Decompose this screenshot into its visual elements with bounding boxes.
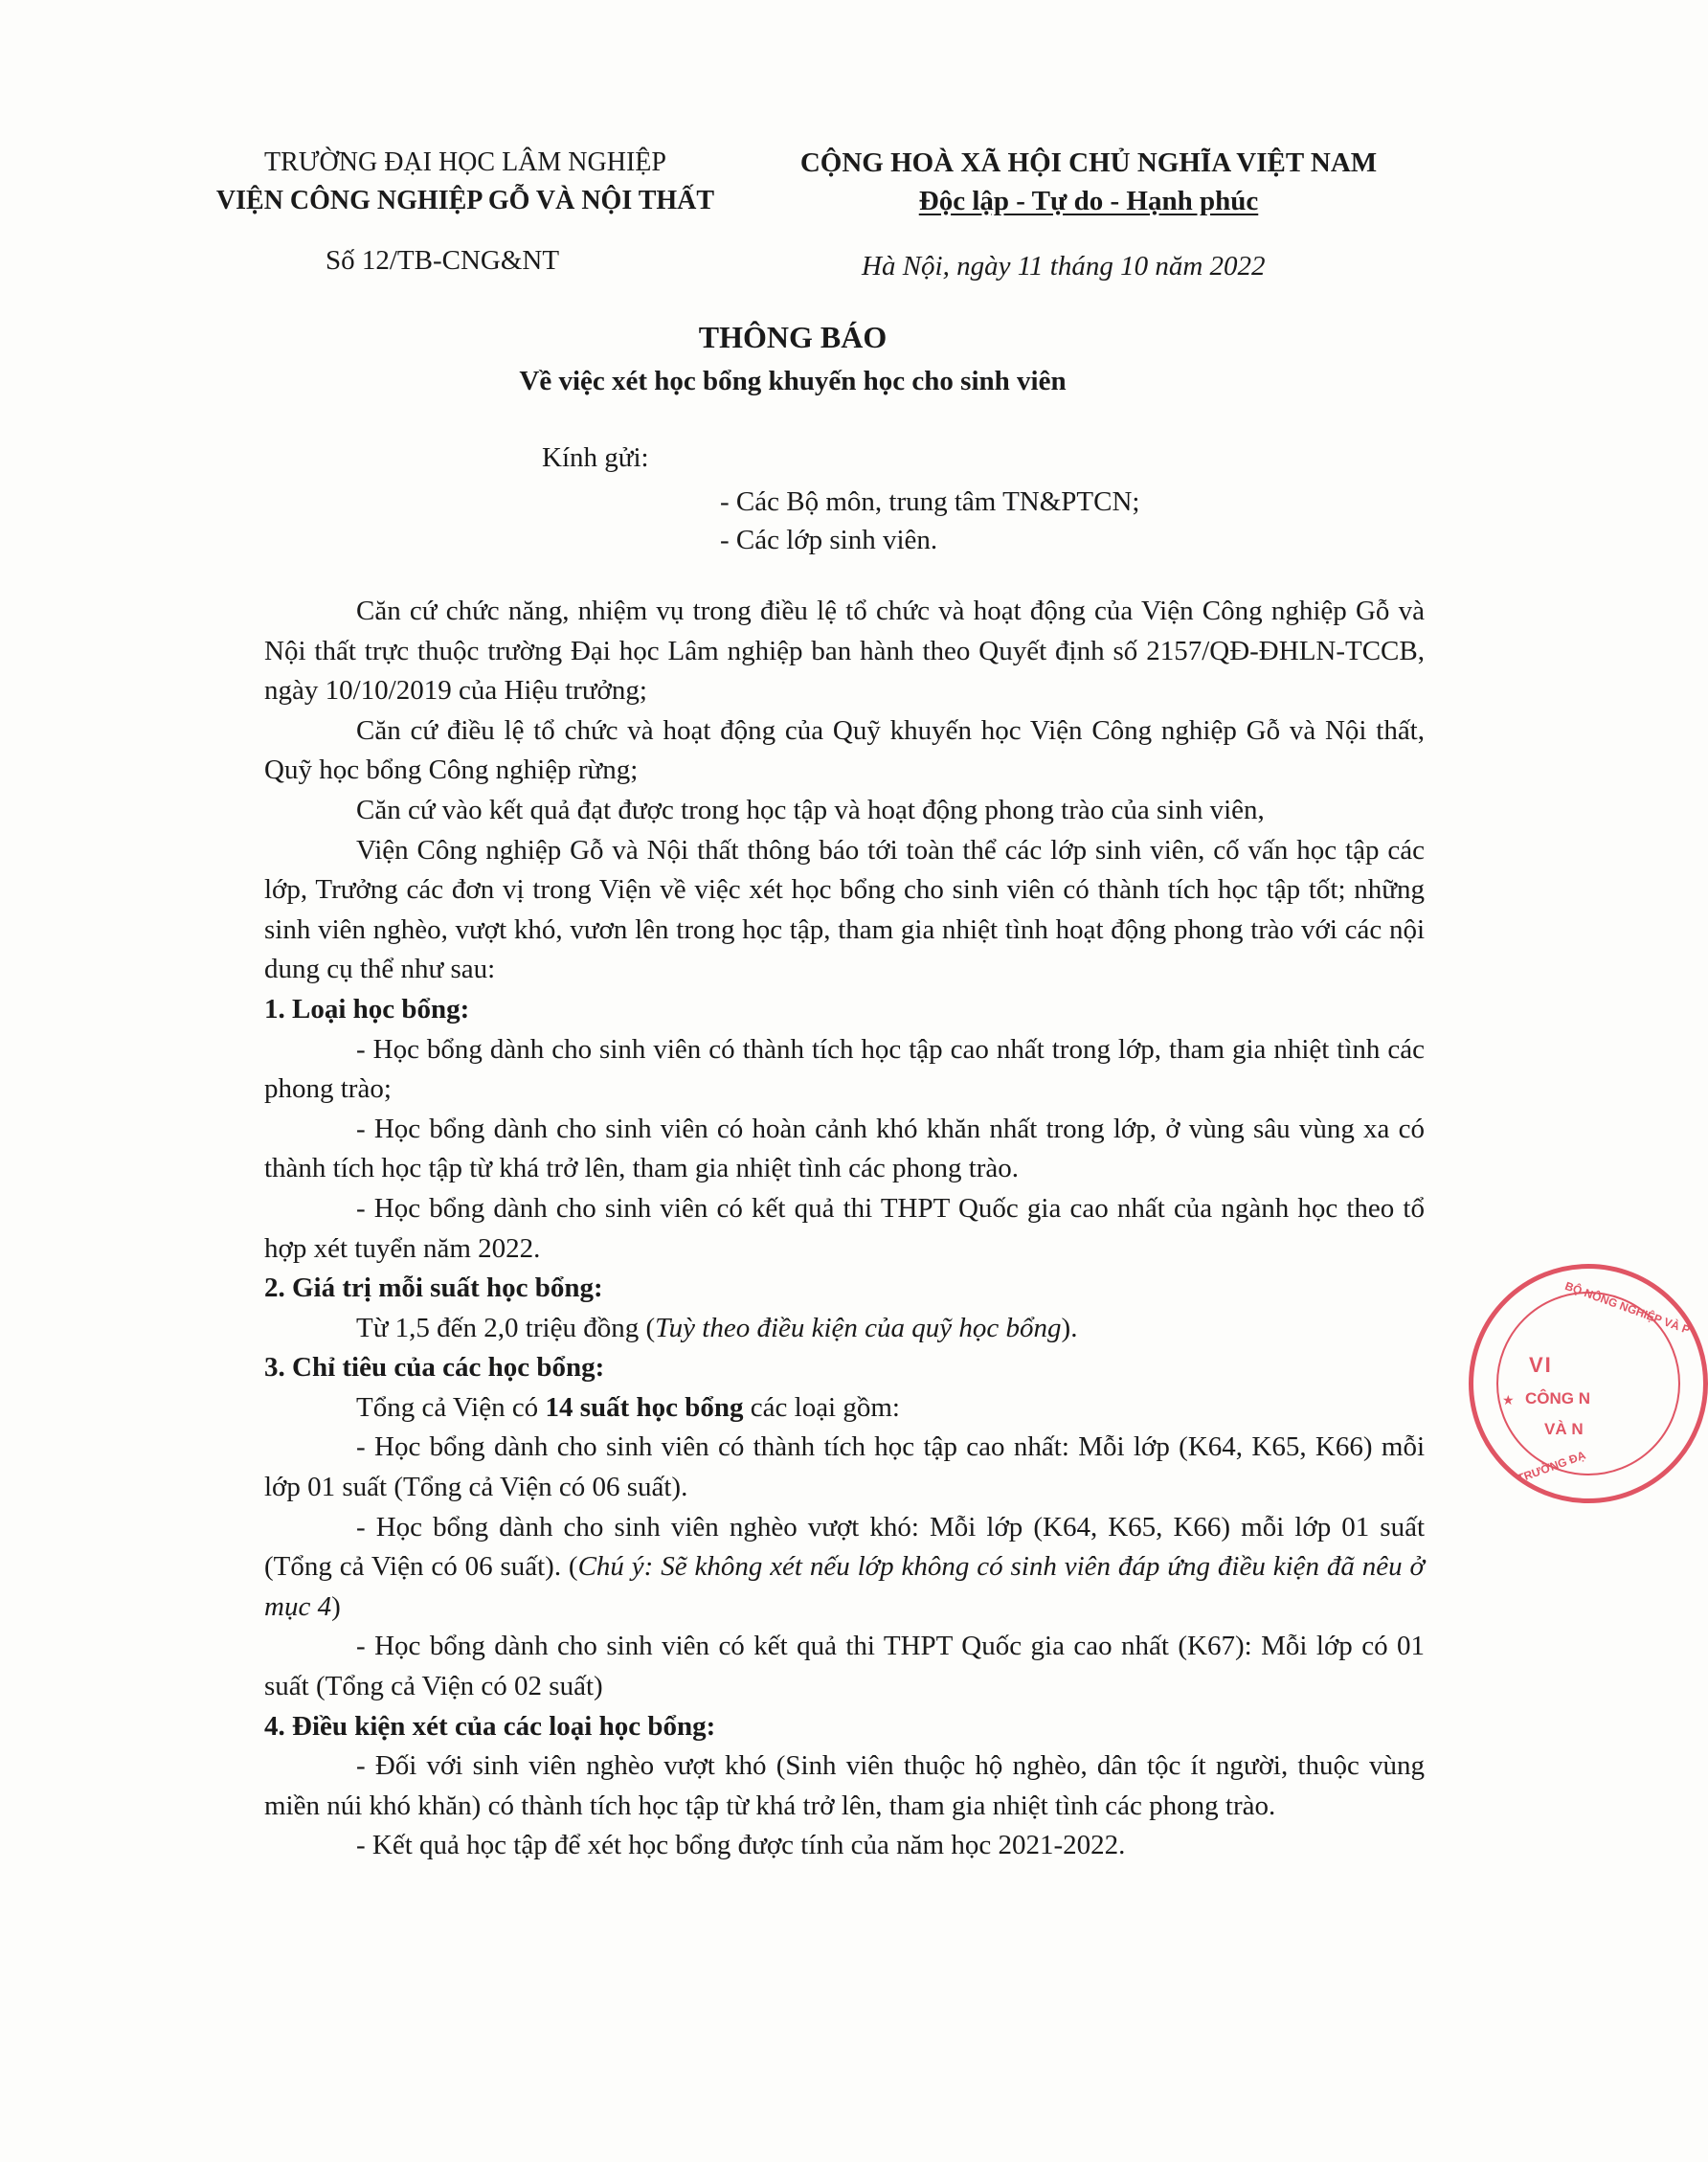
- national-header: [777, 144, 1400, 220]
- motto: Độc lập - Tự do - Hạnh phúc: [918, 186, 1259, 216]
- document-subtitle: Về việc xét học bổng khuyến học cho sinh viên: [519, 366, 1067, 396]
- document-number: Số 12/TB-CNG&NT: [326, 245, 560, 276]
- official-seal: [1469, 1264, 1708, 1503]
- institute-name: VIỆN CÔNG NGHIỆP GỖ VÀ NỘI THẤT: [215, 186, 715, 215]
- seal-top-arc: BỘ NÔNG NGHIỆP VÀ P: [1562, 1278, 1693, 1338]
- list-item: - Học bổng dành cho sinh viên có thành tích học tập cao nhất: Mỗi lớp (K64, K65, K66) mỗi lớp 01 suất (Tổng cả Viện có 06 suất).: [264, 1431, 1425, 1503]
- value-note: Tuỳ theo điều kiện của quỹ học bổng: [655, 1312, 1062, 1343]
- quota-intro: [264, 1388, 1425, 1429]
- star-icon: ★: [1502, 1394, 1515, 1408]
- section-heading: 2. Giá trị mỗi suất học bổng:: [264, 1272, 603, 1304]
- document-body: [264, 592, 1425, 1866]
- list-item: - Học bổng dành cho sinh viên có thành tích học tập cao nhất trong lớp, tham gia nhiệt tình các phong trào;: [264, 1033, 1425, 1105]
- section-heading: 1. Loại học bổng:: [264, 993, 470, 1025]
- seal-bottom-arc: TRƯỜNG ĐẠ: [1515, 1448, 1587, 1486]
- list-item: - Học bổng dành cho sinh viên có kết quả thi THPT Quốc gia cao nhất của ngành học theo tổ hợp xét tuyển năm 2022.: [264, 1192, 1425, 1264]
- paragraph: Căn cứ điều lệ tổ chức và hoạt động của Quỹ khuyến học Viện Công nghiệp Gỗ và Nội thất, Quỹ học bổng Công nghiệp rừng;: [264, 714, 1425, 786]
- item-note: Chú ý: Sẽ không xét nếu lớp không có sinh viên đáp ứng điều kiện đã nêu ở mục 4: [264, 1551, 1425, 1622]
- scholarship-value: [264, 1309, 1425, 1349]
- paragraph: Căn cứ chức năng, nhiệm vụ trong điều lệ tổ chức và hoạt động của Viện Công nghiệp Gỗ và Nội thất trực thuộc trường Đại học Lâm nghiệp ban hành theo Quyết định số 2157/QĐ-ĐHLN-TCCB, ngày 10/10/2019 của Hiệu trưởng;: [264, 596, 1425, 707]
- list-item: - Đối với sinh viên nghèo vượt khó (Sinh viên thuộc hộ nghèo, dân tộc ít người, thuộc vùng miền núi khó khăn) có thành tích học tập từ khá trở lên, tham gia nhiệt tình các phong trào.: [264, 1750, 1425, 1821]
- item-text: - Học bổng dành cho sinh viên nghèo vượt khó: Mỗi lớp (K64, K65, K66) mỗi lớp 01 suất (Tổng cả Viện có 06 suất). (: [264, 1511, 1425, 1583]
- value-tail: ).: [1061, 1312, 1078, 1343]
- list-item: - Học bổng dành cho sinh viên có kết quả thi THPT Quốc gia cao nhất (K67): Mỗi lớp có 01 suất (Tổng cả Viện có 02 suất): [264, 1631, 1425, 1702]
- recipient-item: - Các lớp sinh viên.: [720, 525, 938, 555]
- quota-text-tail: các loại gồm:: [743, 1391, 900, 1423]
- seal-line: CÔNG N: [1525, 1389, 1590, 1408]
- institution-header: [188, 144, 743, 220]
- list-item: - Học bổng dành cho sinh viên có hoàn cảnh khó khăn nhất trong lớp, ở vùng sâu vùng xa có thành tích học tập từ khá trở lên, tham gia nhiệt tình các phong trào.: [264, 1113, 1425, 1184]
- country-name: CỘNG HOÀ XÃ HỘI CHỦ NGHĨA VIỆT NAM: [799, 147, 1378, 178]
- university-name: TRƯỜNG ĐẠI HỌC LÂM NGHIỆP: [264, 147, 666, 177]
- paragraph: Căn cứ vào kết quả đạt được trong học tập và hoạt động phong trào của sinh viên,: [356, 794, 1265, 825]
- quota-count: 14 suất học bổng: [545, 1391, 744, 1423]
- recipient-item: - Các Bộ môn, trung tâm TN&PTCN;: [720, 486, 1140, 517]
- seal-line: VI: [1529, 1353, 1553, 1377]
- paragraph: Viện Công nghiệp Gỗ và Nội thất thông báo tới toàn thể các lớp sinh viên, cố vấn học tập các lớp, Trưởng các đơn vị trong Viện về việc xét học bổng cho sinh viên có thành tích học tập tốt; những sinh viên nghèo, vượt khó, vươn lên trong học tập, tham gia nhiệt tình hoạt động phong trào với các nội dung cụ thể như sau:: [264, 834, 1425, 985]
- section-heading: 4. Điều kiện xét của các loại học bổng:: [264, 1710, 716, 1742]
- item-tail: ): [331, 1590, 341, 1622]
- value-text: Từ 1,5 đến 2,0 triệu đồng (: [356, 1312, 656, 1343]
- quota-text: Tổng cả Viện có: [356, 1391, 546, 1423]
- list-item: - Kết quả học tập để xét học bổng được tính của năm học 2021-2022.: [356, 1830, 1126, 1861]
- document-title: THÔNG BÁO: [698, 320, 888, 354]
- list-item: [264, 1508, 1425, 1628]
- section-heading: 3. Chỉ tiêu của các học bổng:: [264, 1352, 605, 1384]
- addressee-label: Kính gửi:: [542, 442, 649, 473]
- document-date: Hà Nội, ngày 11 tháng 10 năm 2022: [862, 251, 1266, 282]
- seal-line: VÀ N: [1544, 1420, 1584, 1438]
